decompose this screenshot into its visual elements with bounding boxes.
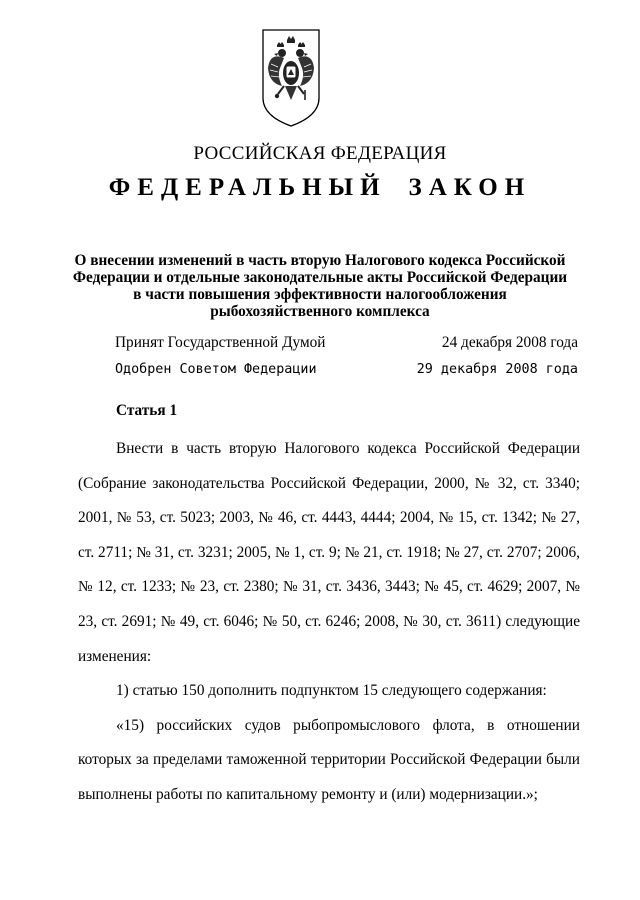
law-type-word-law: ЗАКОН	[408, 174, 532, 201]
council-approval-label: Одобрен Советом Федерации	[115, 362, 317, 377]
council-approval-row	[115, 362, 578, 377]
law-type-word-federal: ФЕДЕРАЛЬНЫЙ	[108, 174, 387, 201]
article-paragraph: 1) статью 150 дополнить подпунктом 15 следующего содержания:	[116, 682, 547, 700]
country-heading: РОССИЙСКАЯ ФЕДЕРАЦИЯ	[193, 143, 447, 164]
council-approval-date: 29 декабря 2008 года	[416, 362, 578, 377]
article-paragraph: Внести в часть вторую Налогового кодекса Российской Федерации (Собрание законодательства Российской Федерации, 2000, № 32, ст. 3340; 2001, № 53, ст. 5023; 2003, № 46, ст. 4443, 4444; 2004, № 15, ст. 1342; № 27, ст. 2711; № 31, ст. 3231; 2005, № 1, ст. 9; № 21, ст. 1918; № 27, ст. 2707; 2006, № 12, ст. 1233; № 23, ст. 2380; № 31, ст. 3436, 3443; № 45, ст. 4629; 2007, № 23, ст. 2691; № 49, ст. 6046; № 50, ст. 6246; 2008, № 30, ст. 3611) следующие изменения:	[78, 440, 580, 665]
duma-adoption-date: 24 декабря 2008 года	[441, 334, 578, 351]
law-title: О внесении изменений в часть вторую Налогового кодекса Российской Федерации и отдельные законодательные акты Российской Федерации в части повышения эффективности налогообложения рыбохозяйственного комплекса	[72, 252, 568, 320]
article-body	[78, 432, 580, 813]
article-paragraph: «15) российских судов рыбопромыслового флота, в отношении которых за пределами таможенной территории Российской Федерации были выполнены работы по капитальному ремонту и (или) модернизации.»;	[78, 716, 580, 803]
duma-adoption-row	[115, 334, 578, 352]
duma-adoption-label: Принят Государственной Думой	[115, 334, 326, 351]
coat-of-arms-icon	[260, 28, 322, 128]
article-heading: Статья 1	[116, 402, 178, 419]
law-type-heading	[0, 174, 640, 202]
